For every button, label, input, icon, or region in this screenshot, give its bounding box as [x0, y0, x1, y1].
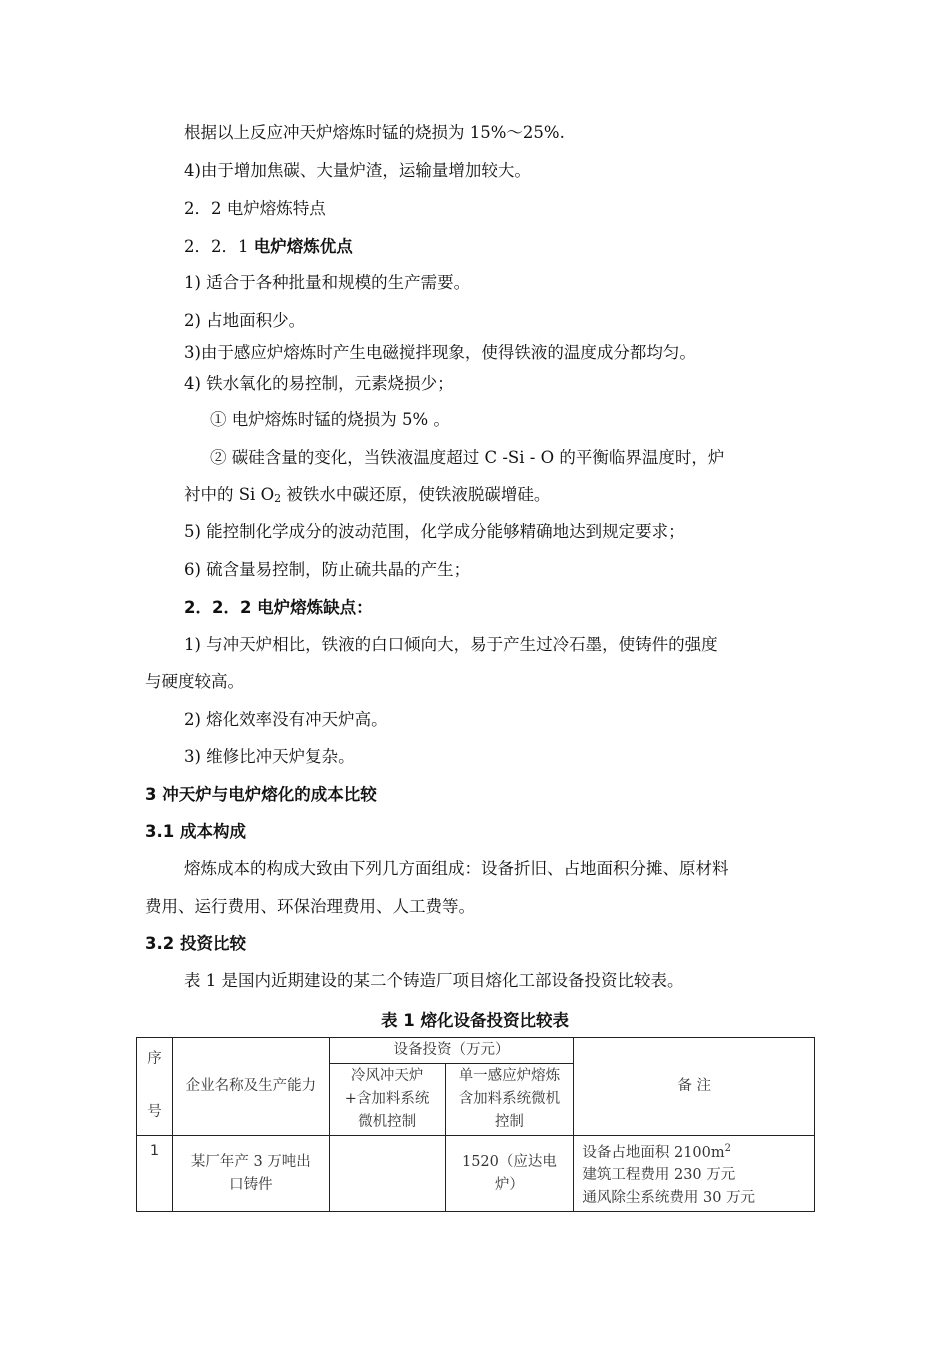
cell-seq: 1	[137, 1136, 173, 1212]
remark-line: 通风除尘系统费用 30 万元	[582, 1190, 756, 1207]
paragraph-line	[184, 484, 550, 510]
paragraph-line: 根据以上反应冲天炉熔炼时锰的烧损为 15%～25%.	[184, 123, 565, 142]
table-caption: 表 1 熔化设备投资比较表	[381, 1011, 569, 1030]
subscript: 2	[274, 492, 282, 505]
superscript: 2	[724, 1142, 731, 1154]
header-induction: 单一感应炉熔炼含加料系统微机控制	[445, 1064, 574, 1136]
list-item: 2) 熔化效率没有冲天炉高。	[184, 710, 388, 729]
table-row	[137, 1136, 815, 1212]
sub-list-item: ① 电炉熔炼时锰的烧损为 5% 。	[210, 410, 450, 429]
cell-company: 某厂年产 3 万吨出口铸件	[172, 1136, 329, 1212]
subsection-heading: 3.2 投资比较	[145, 934, 246, 953]
remark-line	[582, 1137, 810, 1165]
remark-line: 建筑工程费用 230 万元	[582, 1167, 736, 1184]
header-cupola: 冷风冲天炉+含加料系统微机控制	[329, 1064, 445, 1136]
cell-cupola	[329, 1136, 445, 1212]
header-seq-2: 号	[147, 1104, 162, 1120]
header-remark: 备 注	[574, 1038, 815, 1136]
list-item: 4) 铁水氧化的易控制，元素烧损少；	[184, 374, 454, 393]
paragraph-line: 费用、运行费用、环保治理费用、人工费等。	[145, 897, 475, 916]
paragraph-line: 熔炼成本的构成大致由下列几方面组成：设备折旧、占地面积分摊、原材料	[184, 859, 729, 878]
list-item: 2) 占地面积少。	[184, 311, 306, 330]
paragraph-line: 4)由于增加焦碳、大量炉渣，运输量增加较大。	[184, 161, 531, 180]
header-seq	[137, 1038, 173, 1136]
list-item: 6) 硫含量易控制，防止硫共晶的产生；	[184, 560, 471, 579]
cell-induction: 1520（应达电炉）	[445, 1136, 574, 1212]
subsection-heading	[184, 236, 353, 258]
subsection-heading: 3.1 成本构成	[145, 822, 246, 841]
cell-remark	[574, 1136, 815, 1212]
investment-table	[136, 1037, 815, 1212]
remark-text: 设备占地面积 2100m	[582, 1144, 725, 1161]
section-heading: 3 冲天炉与电炉熔化的成本比较	[145, 785, 377, 804]
list-item: 3)由于感应炉熔炼时产生电磁搅拌现象，使得铁液的温度成分都均匀。	[184, 343, 696, 362]
text-part: 衬中的 Si O	[184, 485, 275, 504]
header-company: 企业名称及生产能力	[172, 1038, 329, 1136]
header-seq-1: 序	[147, 1051, 162, 1067]
list-item: 3) 维修比冲天炉复杂。	[184, 747, 355, 766]
list-item: 1) 适合于各种批量和规模的生产需要。	[184, 273, 471, 292]
text-part: 被铁水中碳还原，使铁液脱碳增硅。	[281, 485, 551, 504]
list-item: 5) 能控制化学成分的波动范围，化学成分能够精确地达到规定要求；	[184, 522, 685, 541]
header-investment: 设备投资（万元）	[329, 1038, 574, 1064]
paragraph-line: 表 1 是国内近期建设的某二个铸造厂项目熔化工部设备投资比较表。	[184, 971, 684, 990]
heading-number: 2．2．1	[184, 237, 254, 256]
paragraph-line: 与硬度较高。	[145, 672, 244, 691]
subsection-heading: 2．2．2 电炉熔炼缺点：	[184, 598, 373, 617]
list-item: 1) 与冲天炉相比，铁液的白口倾向大，易于产生过冷石墨，使铸件的强度	[184, 635, 718, 654]
heading-title: 电炉熔炼优点	[253, 237, 353, 256]
sub-list-item: ② 碳硅含量的变化，当铁液温度超过 C -Si - O 的平衡临界温度时，炉	[210, 448, 725, 467]
section-heading: 2．2 电炉熔炼特点	[184, 199, 326, 218]
